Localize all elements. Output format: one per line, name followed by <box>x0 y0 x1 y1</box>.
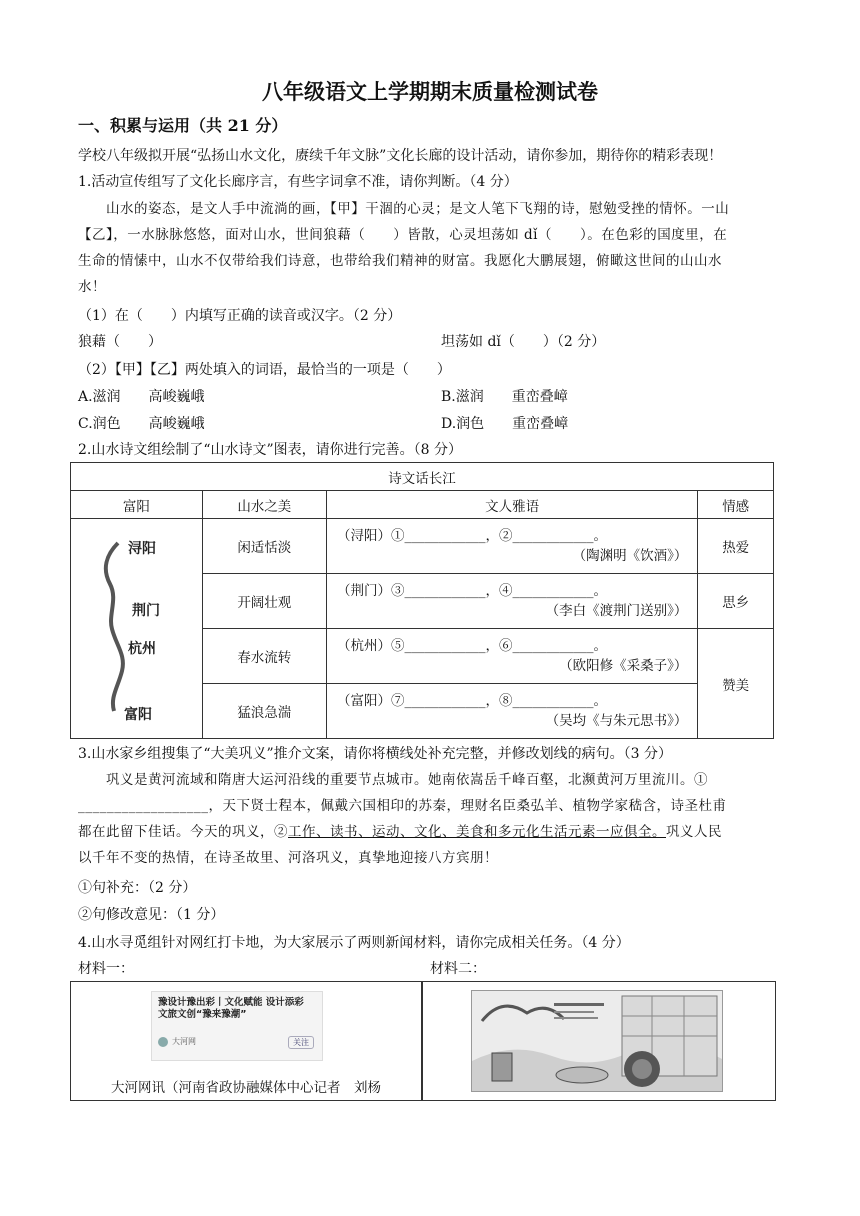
q3-underlined-sentence: 工作、读书、运动、文化、美食和多元化生活元素一应俱全。 <box>288 824 666 840</box>
q1-sub1: （1）在（ ）内填写正确的读音或汉字。（2 分） <box>78 308 402 324</box>
table-title: 诗文话长江 <box>71 463 774 491</box>
quote-cell <box>326 684 697 739</box>
quote-cell <box>326 574 697 629</box>
beauty-cell: 猛浪急湍 <box>202 684 326 739</box>
page-title: 八年级语文上学期期末质量检测试卷 <box>262 79 598 104</box>
quote-cell <box>326 629 697 684</box>
q1-option-b: B.滋润 重峦叠嶂 <box>441 389 568 405</box>
q3-text: 巩义人民 <box>666 824 722 840</box>
table-header: 情感 <box>698 491 774 519</box>
q3-passage-line: __________________，天下贤士程本，佩戴六国相印的苏秦，理财名臣桑弘羊、植物学家嵇含，诗圣杜甫 <box>78 798 727 814</box>
q1-option-c: C.润色 高峻巍峨 <box>78 416 205 432</box>
news-screenshot <box>151 991 323 1061</box>
poem-table <box>70 462 774 739</box>
follow-button[interactable]: 关注 <box>288 1036 314 1049</box>
q4-stem: 4.山水寻觅组针对网红打卡地，为大家展示了两则新闻材料，请你完成相关任务。（4 分） <box>78 935 630 951</box>
material-1-box <box>70 981 422 1101</box>
q3-text: 都在此留下佳话。今天的巩义，② <box>78 824 288 840</box>
q1-passage-line: 山水的姿态，是文人手中流淌的画，【甲】干涸的心灵；是文人笔下飞翔的诗，慰勉受挫的情怀。一山 <box>106 201 730 217</box>
q3-passage-line <box>78 820 778 845</box>
q1-stem: 1.活动宣传组写了文化长廊序言，有些字词拿不准，请你判断。（4 分） <box>78 174 518 190</box>
news-headline: 豫设计豫出彩丨文化赋能 设计添彩 文旅文创“豫来豫潮” <box>158 997 304 1020</box>
material-1-label: 材料一： <box>78 961 134 977</box>
map-label: 杭州 <box>128 640 157 657</box>
q1-passage-line: 【乙】，一水脉脉悠悠，面对山水，世间狼藉（ ）皆散，心灵坦荡如 dǐ（ ）。在色彩的国度里，在 <box>78 227 728 243</box>
beauty-cell: 开阔壮观 <box>202 574 326 629</box>
material-2-label: 材料二： <box>430 961 486 977</box>
beauty-cell: 闲适恬淡 <box>202 519 326 574</box>
intro-text: 学校八年级拟开展“弘扬山水文化，赓续千年文脉”文化长廊的设计活动，请你参加，期待你的精彩表现！ <box>78 148 723 164</box>
material-2-box <box>422 981 776 1101</box>
ink-painting-image <box>471 990 723 1092</box>
q2-stem: 2.山水诗文组绘制了“山水诗文”图表，请你进行完善。（8 分） <box>78 442 463 458</box>
table-header: 山水之美 <box>202 491 326 519</box>
q3-passage-line: 巩义是黄河流域和隋唐大运河沿线的重要节点城市。她南依嵩岳千峰百壑，北濒黄河万里流川。① <box>106 772 708 788</box>
quote-cell <box>326 519 697 574</box>
quote-source: （欧阳修《采桑子》） <box>559 658 688 674</box>
quote-blank: （浔阳）①____________，②____________。 <box>336 528 607 544</box>
q1-option-d: D.润色 重峦叠嶂 <box>441 416 569 432</box>
q1-passage-line: 水！ <box>78 279 106 295</box>
quote-source: （陶渊明《饮酒》） <box>572 548 688 564</box>
ink-painting <box>472 991 722 1091</box>
river-map <box>96 529 176 729</box>
quote-blank: （杭州）⑤____________，⑥____________。 <box>336 638 607 654</box>
avatar <box>158 1037 168 1047</box>
q1-blank-a: 狼藉（ ） <box>78 334 162 350</box>
emotion-cell: 赞美 <box>698 629 774 739</box>
q3-passage-line: 以千年不变的热情，在诗圣故里、河洛巩义，真挚地迎接八方宾朋！ <box>78 850 498 866</box>
quote-source: （吴均《与朱元思书》） <box>545 713 688 729</box>
news-source: 大河网 <box>172 1037 196 1046</box>
emotion-cell: 热爱 <box>698 519 774 574</box>
quote-source: （李白《渡荆门送别》） <box>545 603 688 619</box>
map-label: 浔阳 <box>128 540 157 557</box>
table-header: 富阳 <box>71 491 203 519</box>
river-map-cell <box>71 519 203 739</box>
quote-blank: （荆门）③____________，④____________。 <box>336 583 607 599</box>
beauty-cell: 春水流转 <box>202 629 326 684</box>
q1-blank-b: 坦荡如 dǐ（ ）（2 分） <box>441 334 606 350</box>
q3-answer-1: ①句补充：（2 分） <box>78 880 197 896</box>
material-1-caption: 大河网讯（河南省政协融媒体中心记者 刘杨 <box>111 1080 381 1096</box>
q3-stem: 3.山水家乡组搜集了“大美巩义”推介文案，请你将横线处补充完整，并修改划线的病句。（3 分） <box>78 746 673 762</box>
q1-option-a: A.滋润 高峻巍峨 <box>78 389 205 405</box>
section-heading: 一、积累与运用（共 21 分） <box>78 116 288 135</box>
emotion-cell: 思乡 <box>698 574 774 629</box>
q3-answer-2: ②句修改意见：（1 分） <box>78 907 225 923</box>
quote-blank: （富阳）⑦____________，⑧____________。 <box>336 693 607 709</box>
q1-sub2: （2）【甲】【乙】两处填入的词语，最恰当的一项是（ ） <box>78 362 451 378</box>
q1-passage-line: 生命的情愫中，山水不仅带给我们诗意，也带给我们精神的财富。我愿化大鹏展翅，俯瞰这世间的山山水 <box>78 253 722 269</box>
table-header: 文人雅语 <box>326 491 697 519</box>
map-label: 荆门 <box>132 602 161 619</box>
map-label: 富阳 <box>124 706 153 723</box>
